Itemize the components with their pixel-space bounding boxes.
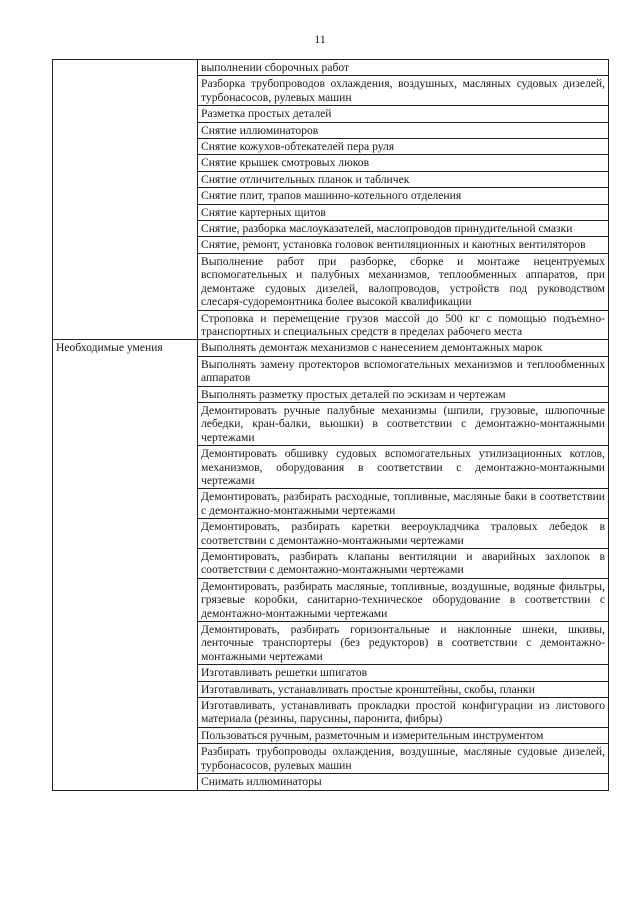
table-row	[53, 60, 609, 76]
section-item: Снятие плит, трапов машинно-котельного отделения	[198, 188, 609, 204]
section-item: Выполнение работ при разборке, сборке и монтаже нецентруемых вспомогательных и палубных механизмов, теплообменных аппаратов, при демонтаже судовых дизелей, валопроводов, устройств под руководством слесаря-судоремонтника более высокой квалификации	[198, 253, 609, 310]
section-item: Демонтировать, разбирать клапаны вентиляции и аварийных захлопок в соответствии с демонтажно-монтажными чертежами	[198, 549, 609, 579]
table-body	[53, 60, 609, 791]
section-item: Снятие картерных щитов	[198, 204, 609, 220]
section-item: Изготавливать, устанавливать прокладки простой конфигурации из листового материала (резины, парусины, паронита, фибры)	[198, 698, 609, 728]
section-item: Разбирать трубопроводы охлаждения, воздушные, масляные судовые дизелей, турбонасосов, рулевых машин	[198, 744, 609, 774]
section-item: Выполнять разметку простых деталей по эскизам и чертежам	[198, 386, 609, 402]
section-item: Снятие иллюминаторов	[198, 122, 609, 138]
section-item: Снимать иллюминаторы	[198, 774, 609, 790]
section-item: выполнении сборочных работ	[198, 60, 609, 76]
section-item: Выполнять замену протекторов вспомогательных механизмов и теплообменных аппаратов	[198, 356, 609, 386]
section-item: Выполнять демонтаж механизмов с нанесением демонтажных марок	[198, 340, 609, 356]
section-item: Разборка трубопроводов охлаждения, воздушных, масляных судовых дизелей, турбонасосов, рулевых машин	[198, 76, 609, 106]
section-item: Демонтировать, разбирать каретки веероукладчика траловых лебедок в соответствии с демонтажно-монтажными чертежами	[198, 519, 609, 549]
section-item: Демонтировать, разбирать расходные, топливные, масляные баки в соответствии с демонтажно-монтажными чертежами	[198, 489, 609, 519]
section-item: Снятие, ремонт, установка головок вентиляционных и каютных вентиляторов	[198, 237, 609, 253]
section-label: Необходимые умения	[53, 340, 198, 790]
section-item: Изготавливать, устанавливать простые кронштейны, скобы, планки	[198, 681, 609, 697]
section-item: Снятие, разборка маслоуказателей, маслопроводов принудительной смазки	[198, 221, 609, 237]
section-item: Разметка простых деталей	[198, 106, 609, 122]
section-item: Изготавливать решетки шпигатов	[198, 665, 609, 681]
section-item: Демонтировать ручные палубные механизмы (шпили, грузовые, шлюпочные лебедки, кран-балки, вьюшки) в соответствии с демонтажно-монтажными чертежами	[198, 402, 609, 445]
section-item: Пользоваться ручным, разметочным и измерительным инструментом	[198, 727, 609, 743]
section-label	[53, 60, 198, 340]
section-item: Снятие крышек смотровых люков	[198, 155, 609, 171]
section-item: Строповка и перемещение грузов массой до 500 кг с помощью подъемно-транспортных и специальных средств в пределах рабочего места	[198, 310, 609, 340]
section-item: Снятие отличительных планок и табличек	[198, 171, 609, 187]
table-row	[53, 340, 609, 356]
section-item: Демонтировать обшивку судовых вспомогательных утилизационных котлов, механизмов, оборудования в соответствии с демонтажно-монтажными чертежами	[198, 446, 609, 489]
section-item: Демонтировать, разбирать горизонтальные и наклонные шнеки, шкивы, ленточные транспортеры (без редукторов) в соответствии с демонтажно-монтажными чертежами	[198, 622, 609, 665]
section-item: Демонтировать, разбирать масляные, топливные, воздушные, водяные фильтры, грязевые коробки, санитарно-техническое оборудование в соответствии с демонтажно-монтажными чертежами	[198, 578, 609, 621]
page-number: 11	[314, 32, 326, 46]
section-item: Снятие кожухов-обтекателей пера руля	[198, 139, 609, 155]
requirements-table	[52, 59, 609, 791]
